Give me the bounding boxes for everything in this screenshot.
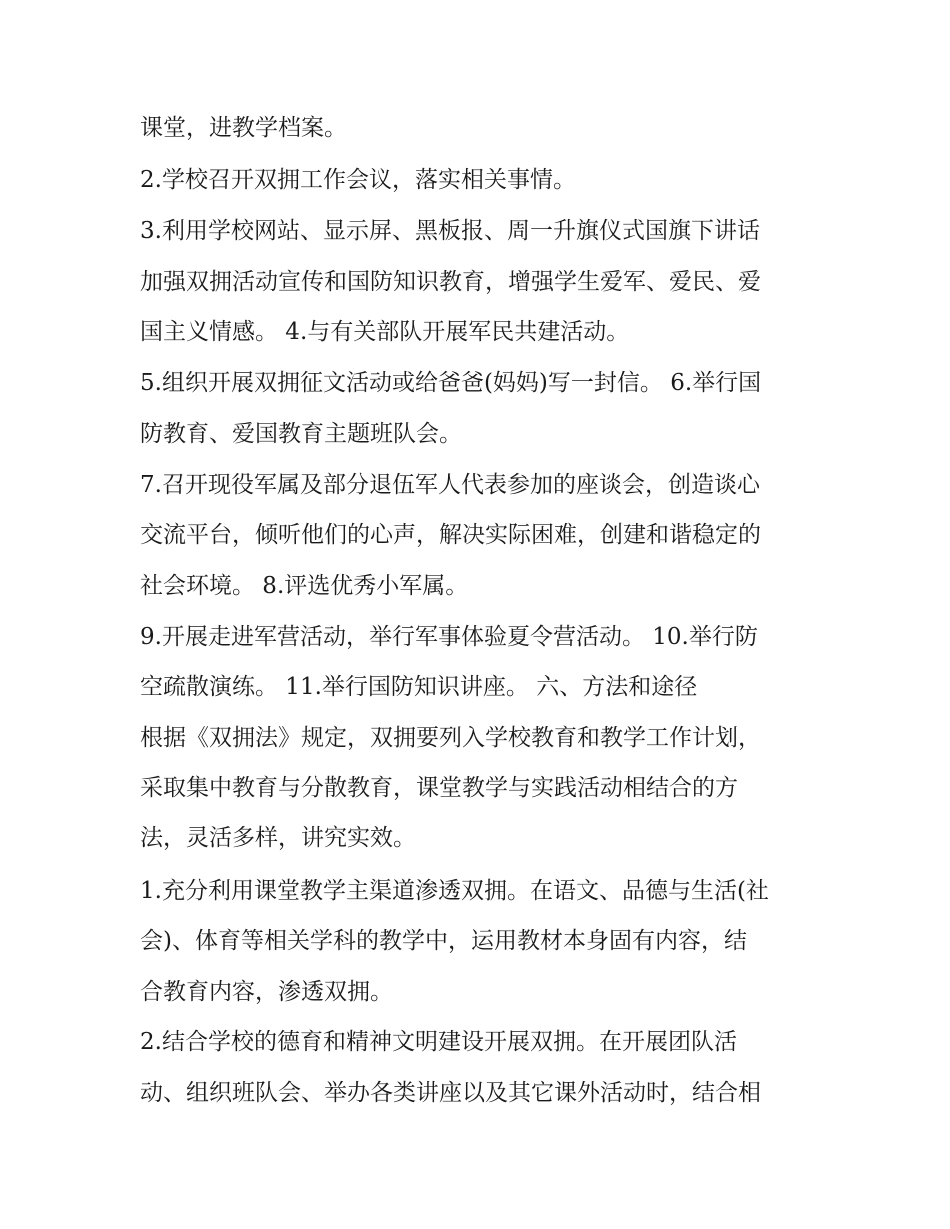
text-line-9: 交流平台，倾听他们的心声，解决实际困难，创建和谐稳定的 [140,522,761,548]
text-line-6: 5.组织开展双拥征文活动或给爸爸(妈妈)写一封信。 6.举行国 [140,370,762,396]
text-line-7: 防教育、爱国教育主题班队会。 [140,421,462,447]
text-line-15: 法，灵活多样，讲究实效。 [140,825,416,851]
text-line-14: 采取集中教育与分散教育，课堂教学与实践活动相结合的方 [140,775,738,801]
text-line-1: 课堂，进教学档案。 [140,115,347,141]
text-line-4: 加强双拥活动宣传和国防知识教育，增强学生爱军、爱民、爱 [140,269,761,295]
text-line-12: 空疏散演练。 11.举行国防知识讲座。 六、方法和途径 [140,674,698,700]
text-line-8: 7.召开现役军属及部分退伍军人代表参加的座谈会，创造谈心 [140,472,760,498]
text-line-3: 3.利用学校网站、显示屏、黑板报、周一升旗仪式国旗下讲话 [140,218,760,244]
text-line-17: 会)、体育等相关学科的教学中，运用教材本身固有内容，结 [140,928,747,954]
text-line-11: 9.开展走进军营活动，举行军事体验夏令营活动。 10.举行防 [140,624,758,650]
text-line-20: 动、组织班队会、举办各类讲座以及其它课外活动时，结合相 [140,1080,761,1106]
text-line-5: 国主义情感。 4.与有关部队开展军民共建活动。 [140,319,630,345]
text-line-18: 合教育内容，渗透双拥。 [140,979,393,1005]
text-line-2: 2.学校召开双拥工作会议，落实相关事情。 [140,167,576,193]
text-line-19: 2.结合学校的德育和精神文明建设开展双拥。在开展团队活 [140,1029,737,1055]
text-line-10: 社会环境。 8.评选优秀小军属。 [140,573,469,599]
text-line-16: 1.充分利用课堂教学主渠道渗透双拥。在语文、品德与生活(社 [140,878,769,904]
text-line-13: 根据《双拥法》规定，双拥要列入学校教育和教学工作计划， [140,725,761,751]
